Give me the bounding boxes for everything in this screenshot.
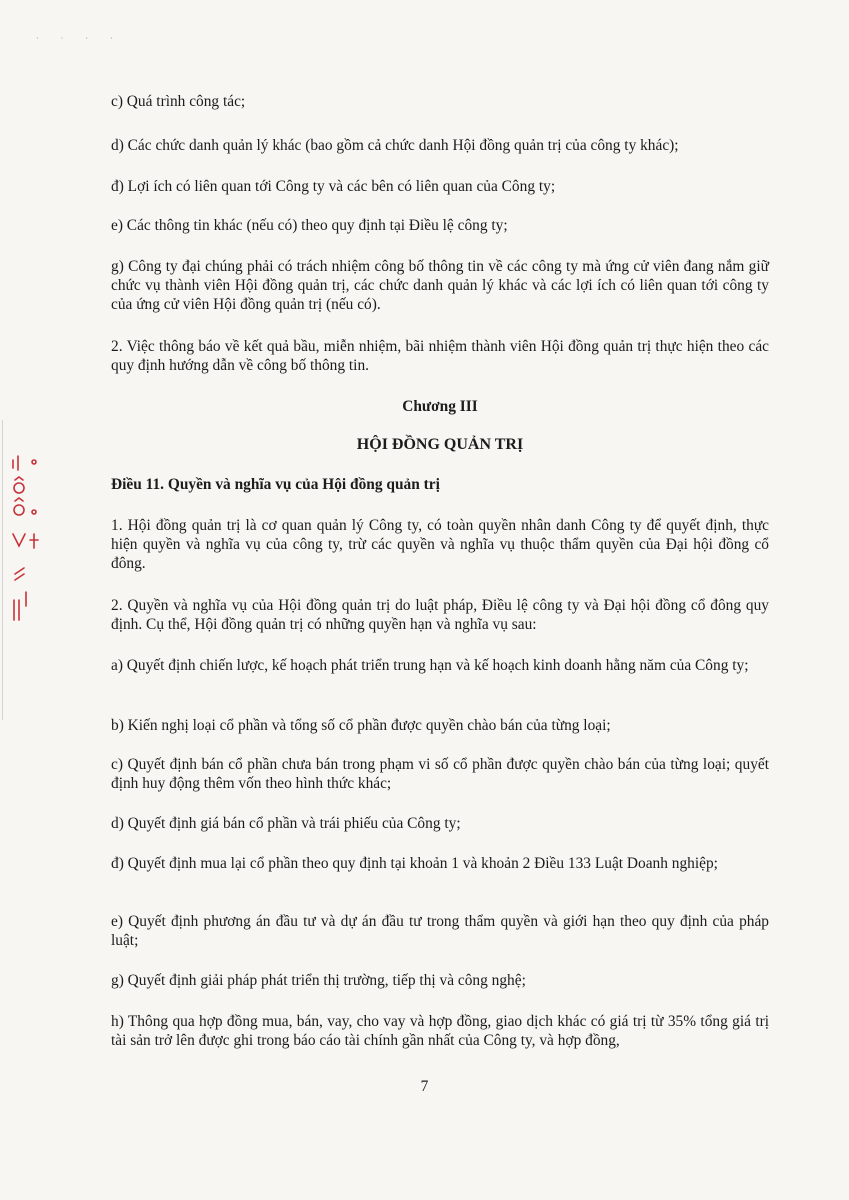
article-paragraph-1: 1. Hội đồng quản trị là cơ quan quản lý Công ty, có toàn quyền nhân danh Công ty để quyết định, thực hiện quyền và nghĩa vụ của công ty, trừ các quyền và nghĩa vụ thuộc thẩm quyền của Đại hội đồng cổ đông. (111, 517, 769, 572)
article-item-dd: đ) Quyết định mua lại cổ phần theo quy định tại khoản 1 và khoản 2 Điều 133 Luật Doanh nghiệp; (111, 855, 718, 872)
page-number: 7 (420, 1078, 429, 1095)
article-heading: Điều 11. Quyền và nghĩa vụ của Hội đồng quản trị (111, 476, 440, 493)
list-item-c: c) Quá trình công tác; (111, 93, 246, 110)
scan-edge-line (2, 420, 3, 720)
scan-specks: · · · · (36, 34, 123, 43)
article-item-c: c) Quyết định bán cổ phần chưa bán trong phạm vi số cổ phần được quyền chào bán của từng loại; quyết định huy động thêm vốn theo hình thức khác; (111, 756, 769, 792)
chapter-label: Chương III (402, 398, 478, 415)
list-item-g: g) Công ty đại chúng phải có trách nhiệm công bố thông tin về các công ty mà ứng cử viên đang nắm giữ chức vụ thành viên Hội đồng quản trị, các chức danh quản lý khác và các lợi ích có liên quan tới công ty của ứng cử viên Hội đồng quản trị (nếu có). (111, 258, 769, 313)
article-item-b: b) Kiến nghị loại cổ phần và tổng số cổ phần được quyền chào bán của từng loại; (111, 717, 611, 734)
list-item-dd: đ) Lợi ích có liên quan tới Công ty và các bên có liên quan của Công ty; (111, 178, 556, 195)
list-item-e: e) Các thông tin khác (nếu có) theo quy định tại Điều lệ công ty; (111, 217, 508, 234)
article-item-a: a) Quyết định chiến lược, kế hoạch phát triển trung hạn và kế hoạch kinh doanh hằng năm của Công ty; (111, 657, 749, 674)
red-stamp-mark (4, 450, 48, 670)
article-item-e: e) Quyết định phương án đầu tư và dự án đầu tư trong thẩm quyền và giới hạn theo quy định của pháp luật; (111, 913, 769, 949)
article-item-g: g) Quyết định giải pháp phát triển thị trường, tiếp thị và công nghệ; (111, 972, 526, 989)
paragraph-2: 2. Việc thông báo về kết quả bầu, miễn nhiệm, bãi nhiệm thành viên Hội đồng quản trị thực hiện theo các quy định hướng dẫn về công bố thông tin. (111, 338, 769, 374)
article-item-d: d) Quyết định giá bán cổ phần và trái phiếu của Công ty; (111, 815, 461, 832)
article-paragraph-2: 2. Quyền và nghĩa vụ của Hội đồng quản trị do luật pháp, Điều lệ công ty và Đại hội đồng cổ đông quy định. Cụ thể, Hội đồng quản trị có những quyền hạn và nghĩa vụ sau: (111, 597, 769, 633)
chapter-title: HỘI ĐỒNG QUẢN TRỊ (356, 436, 524, 453)
article-item-h: h) Thông qua hợp đồng mua, bán, vay, cho vay và hợp đồng, giao dịch khác có giá trị từ 35% tổng giá trị tài sản trở lên được ghi trong báo cáo tài chính gần nhất của Công ty, và hợp đồng, (111, 1013, 769, 1049)
list-item-d: d) Các chức danh quản lý khác (bao gồm cả chức danh Hội đồng quản trị của công ty khác); (111, 137, 679, 154)
